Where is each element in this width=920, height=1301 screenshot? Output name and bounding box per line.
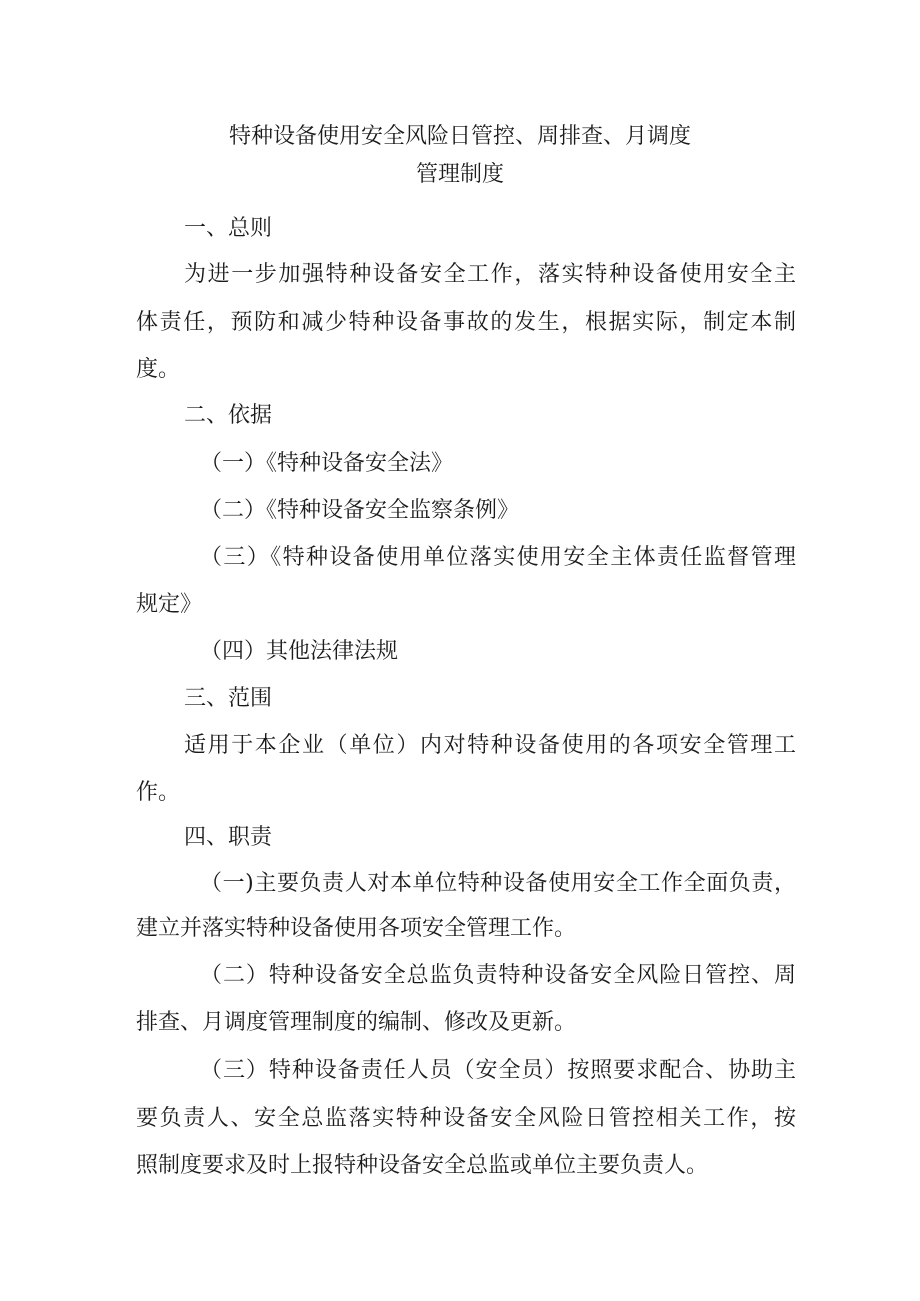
section-heading-duties: 四、职责 [184, 825, 273, 850]
duties-item-3-line: （三）特种设备责任人员（安全员）按照要求配合、协助主 [200, 1058, 796, 1083]
section-heading-basis: 二、依据 [184, 403, 273, 428]
document-title [0, 118, 920, 194]
scope-paragraph-line: 作。 [136, 780, 181, 805]
basis-item-3-line: （三）《特种设备使用单位落实使用安全主体责任监督管理 [200, 545, 796, 570]
section-heading-scope: 三、范围 [184, 686, 273, 711]
duties-item-2-line: 排查、月调度管理制度的编制、修改及更新。 [136, 1010, 577, 1035]
general-paragraph-line: 为进一步加强特种设备安全工作，落实特种设备使用安全主 [184, 262, 796, 287]
duties-item-3-line: 照制度要求及时上报特种设备安全总监或单位主要负责人。 [136, 1153, 709, 1178]
basis-item-2: （二）《特种设备安全监察条例》 [200, 498, 520, 523]
scope-paragraph-line: 适用于本企业（单位）内对特种设备使用的各项安全管理工 [184, 733, 796, 758]
section-heading-general: 一、总则 [184, 216, 273, 241]
duties-item-1-line: （一)主要负责人对本单位特种设备使用安全工作全面负责， [200, 871, 796, 896]
basis-item-4: （四）其他法律法规 [200, 639, 399, 664]
basis-item-3-line: 规定》 [136, 592, 203, 617]
title-line-2: 管理制度 [415, 162, 504, 187]
title-line-1: 特种设备使用安全风险日管控、周排查、月调度 [228, 124, 691, 149]
duties-item-1-line: 建立并落实特种设备使用各项安全管理工作。 [136, 916, 577, 941]
basis-item-1: （一）《特种设备安全法》 [200, 451, 454, 476]
general-paragraph-line: 体责任，预防和减少特种设备事故的发生，根据实际，制定本制 [136, 310, 796, 335]
duties-item-3-line: 要负责人、安全总监落实特种设备安全风险日管控相关工作，按 [136, 1106, 796, 1131]
general-paragraph-line: 度。 [136, 357, 181, 382]
duties-item-2-line: （二）特种设备安全总监负责特种设备安全风险日管控、周 [200, 963, 796, 988]
